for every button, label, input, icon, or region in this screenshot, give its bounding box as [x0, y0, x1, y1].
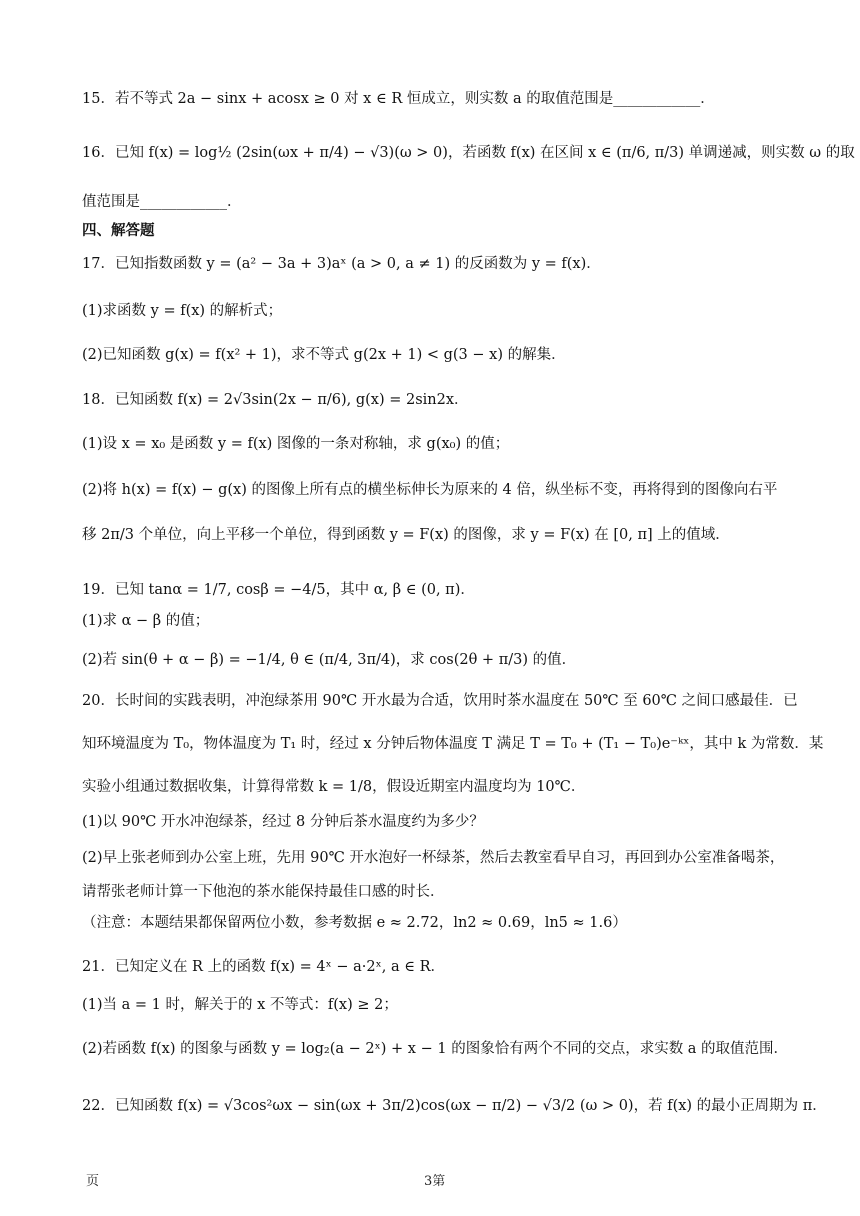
question-17-2: (2)已知函数 g(x) = f(x² + 1)，求不等式 g(2x + 1) < g(3 − x) 的解集． — [82, 347, 566, 363]
question-19-1: (1)求 α − β 的值； — [82, 613, 210, 629]
question-20: 20．长时间的实践表明，冲泡绿茶用 90℃ 开水最为合适，饮用时茶水温度在 50℃ 至 60℃ 之间口感最佳．已 — [82, 693, 798, 709]
question-18: 18．已知函数 f(x) = 2√3sin(2x − π/6), g(x) = 2sin2x． — [82, 392, 469, 408]
question-19-2: (2)若 sin(θ + α − β) = −1/4, θ ∈ (π/4, 3π/4)，求 cos(2θ + π/3) 的值． — [82, 652, 577, 668]
question-18-2: (2)将 h(x) = f(x) − g(x) 的图像上所有点的横坐标伸长为原来的 4 倍，纵坐标不变，再将得到的图像向右平 — [82, 482, 778, 498]
question-20-cont-2: 实验小组通过数据收集，计算得常数 k = 1/8，假设近期室内温度均为 10℃． — [82, 779, 586, 795]
section-title: 四、解答题 — [82, 222, 155, 239]
question-20-cont-1: 知环境温度为 T₀，物体温度为 T₁ 时，经过 x 分钟后物体温度 T 满足 T = T₀ + (T₁ − T₀)e⁻ᵏˣ，其中 k 为常数．某 — [82, 736, 824, 752]
page-number: 3第 — [424, 1174, 446, 1189]
question-18-2-cont: 移 2π/3 个单位，向上平移一个单位，得到函数 y = F(x) 的图像，求 y = F(x) 在 [0, π] 上的值域． — [82, 527, 730, 543]
footer-left: 页 — [86, 1174, 100, 1189]
question-22: 22．已知函数 f(x) = √3cos²ωx − sin(ωx + 3π/2)cos(ωx − π/2) − √3/2 (ω > 0)，若 f(x) 的最小正周期为 π． — [82, 1098, 827, 1114]
question-17-1: (1)求函数 y = f(x) 的解析式； — [82, 303, 283, 319]
question-20-2: (2)早上张老师到办公室上班，先用 90℃ 开水泡好一杯绿茶，然后去教室看早自习，再回到办公室准备喝茶， — [82, 850, 785, 866]
question-16: 16．已知 f(x) = log½ (2sin(ωx + π/4) − √3)(ω > 0)，若函数 f(x) 在区间 x ∈ (π/6, π/3) 单调递减，则实数 ω 的取 — [82, 145, 855, 161]
question-21-1: (1)当 a = 1 时，解关于的 x 不等式：f(x) ≥ 2； — [82, 997, 398, 1013]
question-18-1: (1)设 x = x₀ 是函数 y = f(x) 图像的一条对称轴，求 g(x₀) 的值； — [82, 436, 510, 452]
question-15: 15．若不等式 2a − sinx + acosx ≥ 0 对 x ∈ R 恒成立，则实数 a 的取值范围是____________． — [82, 91, 715, 107]
question-20-note: （注意：本题结果都保留两位小数，参考数据 e ≈ 2.72，ln2 ≈ 0.69，ln5 ≈ 1.6） — [82, 915, 627, 931]
question-21: 21．已知定义在 R 上的函数 f(x) = 4ˣ − a·2ˣ, a ∈ R． — [82, 959, 446, 975]
question-21-2: (2)若函数 f(x) 的图象与函数 y = log₂(a − 2ˣ) + x − 1 的图象恰有两个不同的交点，求实数 a 的取值范围． — [82, 1041, 789, 1057]
question-20-1: (1)以 90℃ 开水冲泡绿茶，经过 8 分钟后茶水温度约为多少？ — [82, 814, 484, 830]
question-19: 19．已知 tanα = 1/7, cosβ = −4/5，其中 α, β ∈ (0, π)． — [82, 582, 475, 598]
question-16-cont: 值范围是____________． — [82, 194, 242, 210]
question-20-2-cont: 请帮张老师计算一下他泡的茶水能保持最佳口感的时长． — [82, 884, 445, 900]
question-17: 17．已知指数函数 y = (a² − 3a + 3)aˣ (a > 0, a ≠ 1) 的反函数为 y = f(x)． — [82, 256, 601, 272]
